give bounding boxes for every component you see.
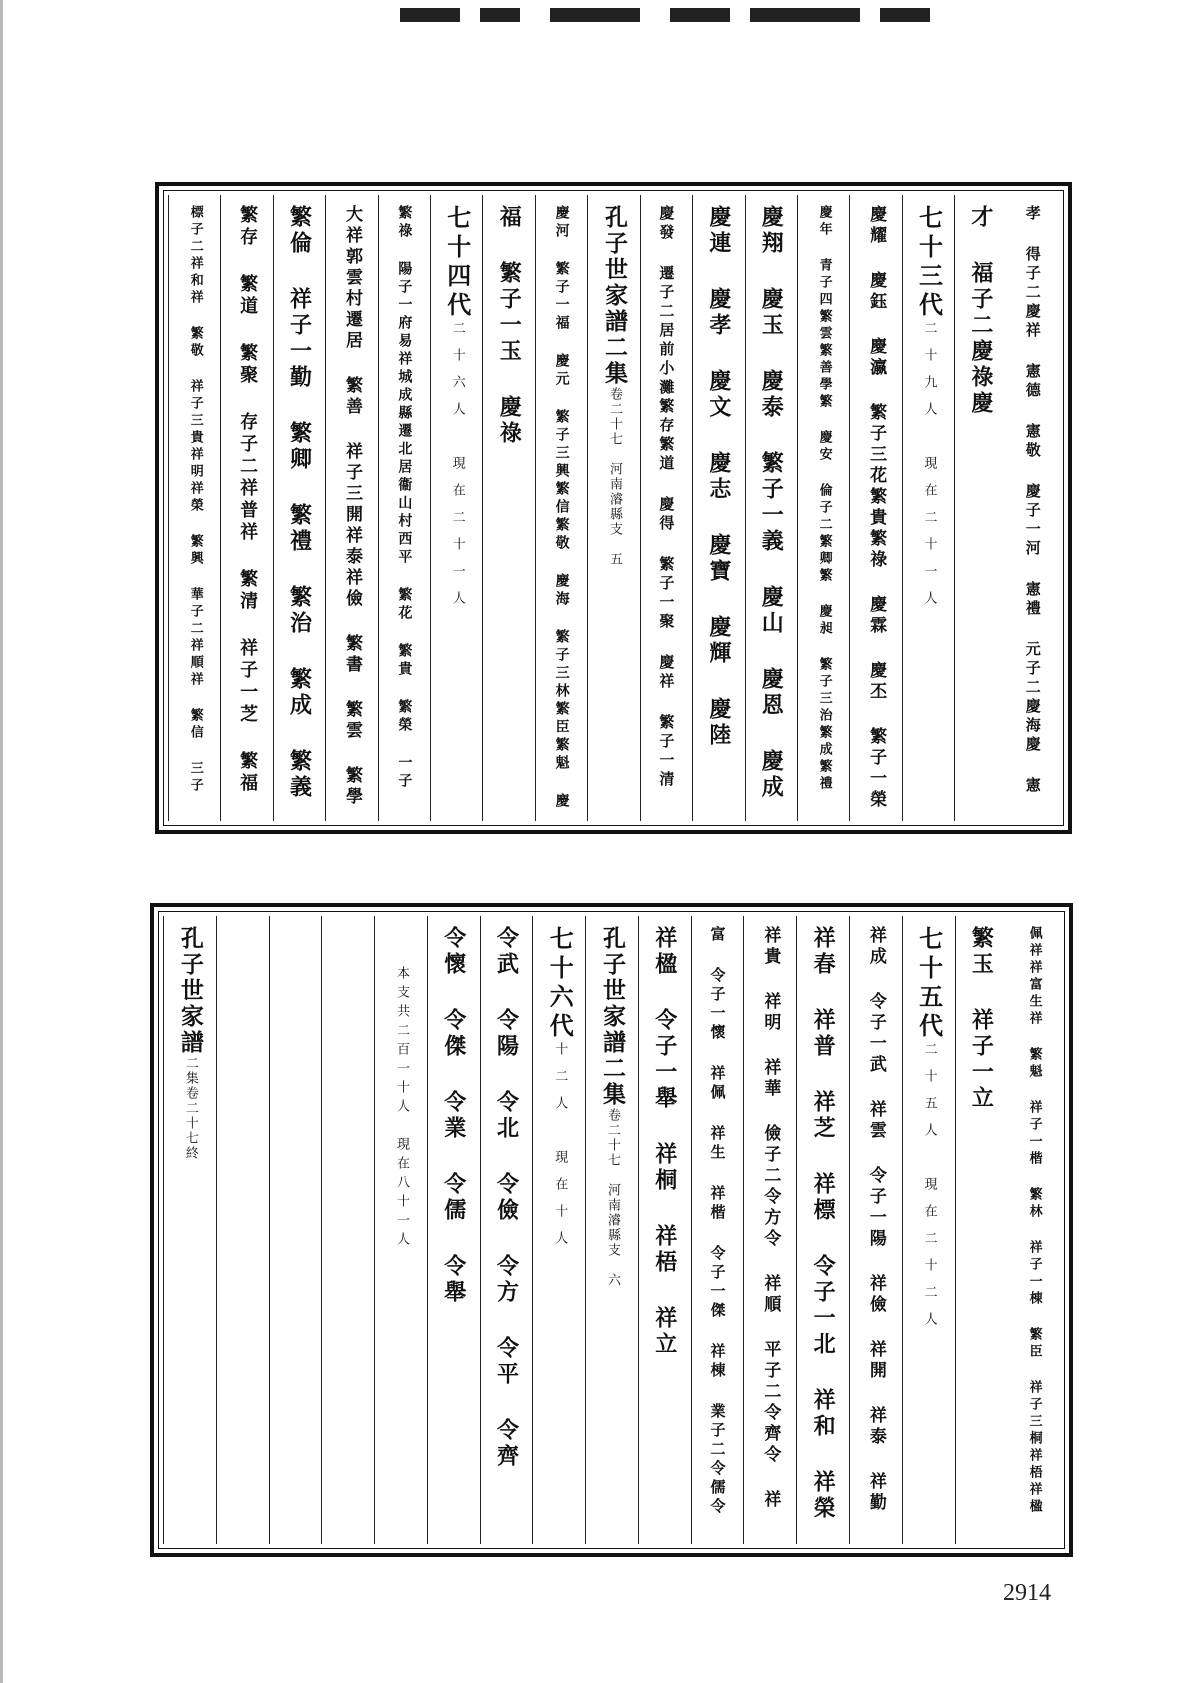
column-t14 bbox=[325, 195, 377, 821]
genealogy-entry: 祥成 令子一武 祥雲 令子一陽 祥儉 祥開 祥泰 祥勤 bbox=[865, 926, 886, 1514]
collection-label: 二集 bbox=[599, 1056, 627, 1108]
genealogy-entry: 佩祥祥富生祥 繁魁 祥子一楷 繁林 祥子一棟 繁臣 祥子三桐祥梧祥楹 bbox=[1026, 926, 1042, 1516]
top-scrap-marks bbox=[400, 8, 940, 22]
column-b13 bbox=[374, 916, 427, 1544]
generation-label: 七十四代 bbox=[442, 205, 472, 321]
column-t12 bbox=[430, 195, 482, 821]
column-t13 bbox=[378, 195, 430, 821]
book-title-column bbox=[601, 205, 627, 567]
page-number: 2914 bbox=[1003, 1580, 1051, 1606]
column-t3 bbox=[902, 195, 954, 821]
generation-heading bbox=[545, 926, 575, 1258]
closing-title bbox=[177, 926, 203, 1161]
column-t2 bbox=[954, 195, 1006, 821]
generation-heading bbox=[916, 926, 942, 1339]
bottom-page bbox=[150, 903, 1073, 1557]
column-t8 bbox=[640, 195, 692, 821]
generation-count: 十二人 現在十人 bbox=[552, 1042, 568, 1258]
genealogy-entry: 富 令子一懷 祥佩 祥生 祥楷 令子一傑 祥棟 業子二令儒令 bbox=[708, 926, 727, 1517]
column-b14 bbox=[321, 916, 374, 1544]
column-t4 bbox=[849, 195, 901, 821]
genealogy-entry: 慶耀 慶鈺 慶瀛 繁子三花繁貴繁祿 慶霖 慶丕 繁子一榮 bbox=[866, 205, 887, 811]
book-title: 孔子世家譜 bbox=[601, 205, 629, 335]
column-b9 bbox=[585, 916, 638, 1544]
genealogy-entry: 慶年 青子四繁雲繁善學繁 慶安 倫子二繁卿繁 慶昶 繁子三治繁成繁禮 bbox=[816, 205, 832, 793]
volume-label: 卷二十七 河南濬縣支 五 bbox=[607, 387, 623, 567]
genealogy-entry: 標子二祥和祥 繁敬 祥子三貴祥明祥榮 繁興 華子二祥順祥 繁信 三子 bbox=[187, 205, 203, 795]
column-t10 bbox=[535, 195, 587, 821]
column-b11 bbox=[480, 916, 533, 1544]
column-t7 bbox=[692, 195, 744, 821]
column-b2 bbox=[955, 916, 1008, 1544]
generation-count: 二十五人 現在二十二人 bbox=[921, 1042, 937, 1339]
genealogy-entry: 大祥郭雲村遷居 繁善 祥子三開祥泰祥儉 繁書 繁雲 繁學 bbox=[341, 205, 362, 808]
summary-text: 本支共二百一十人 現在八十一人 bbox=[393, 966, 409, 1251]
column-b6 bbox=[743, 916, 796, 1544]
genealogy-entry: 慶河 繁子一福 慶元 繁子三興繁信繁敬 慶海 繁子三林繁臣繁魁 慶 bbox=[553, 205, 570, 811]
column-b15 bbox=[269, 916, 322, 1544]
generation-label: 七十五代 bbox=[914, 926, 944, 1042]
column-b12 bbox=[427, 916, 480, 1544]
genealogy-entry: 令武 令陽 令北 令儉 令方 令平 令齊 bbox=[493, 926, 520, 1470]
scan-edge bbox=[0, 0, 3, 1683]
book-title: 孔子世家譜 bbox=[599, 926, 627, 1056]
column-b4 bbox=[849, 916, 902, 1544]
column-b1 bbox=[1007, 916, 1060, 1544]
volume-label: 卷二十七 河南濬縣支 六 bbox=[605, 1108, 621, 1288]
column-t1 bbox=[1007, 195, 1059, 821]
genealogy-entry: 孝 得子二慶祥 憲德 憲敬 慶子一河 憲禮 元子二慶海慶 憲 bbox=[1023, 205, 1042, 796]
generation-heading bbox=[914, 205, 944, 618]
genealogy-entry: 繁祿 陽子一府易祥城成縣遷北居衞山村西平 繁花 繁貴 繁榮 一子 bbox=[396, 205, 413, 791]
collection-label: 二集 bbox=[601, 335, 629, 387]
genealogy-entry: 祥貴 祥明 祥華 儉子二令方令 祥順 平子二令齊令 祥 bbox=[760, 926, 781, 1511]
genealogy-entry: 慶發 遷子二居前小灘繁存繁道 慶得 繁子一聚 慶祥 繁子一清 bbox=[657, 205, 676, 790]
book-title: 孔子世家譜 bbox=[176, 926, 204, 1056]
generation-count: 二十六人 現在二十一人 bbox=[449, 321, 465, 618]
column-b7 bbox=[691, 916, 744, 1544]
top-page bbox=[155, 182, 1072, 834]
genealogy-entry: 才 福子二慶祿慶 bbox=[967, 205, 994, 417]
genealogy-entry: 繁存 繁道 繁聚 存子二祥普祥 繁清 祥子一芝 繁福 bbox=[237, 205, 259, 795]
volume-end-label: 二集卷二十七終 bbox=[182, 1056, 198, 1161]
column-b8 bbox=[638, 916, 691, 1544]
genealogy-entry: 繁倫 祥子一勤 繁卿 繁禮 繁治 繁成 繁義 bbox=[286, 205, 313, 801]
column-b10 bbox=[532, 916, 585, 1544]
genealogy-entry: 福 繁子一玉 慶祿 bbox=[496, 205, 523, 447]
book-title-column bbox=[599, 926, 625, 1288]
column-t5 bbox=[797, 195, 849, 821]
column-b16 bbox=[216, 916, 269, 1544]
column-t6 bbox=[745, 195, 797, 821]
column-t17 bbox=[168, 195, 220, 821]
column-t9 bbox=[587, 195, 639, 821]
generation-count: 二十九人 現在二十一人 bbox=[921, 321, 937, 618]
column-b3 bbox=[902, 916, 955, 1544]
column-t15 bbox=[273, 195, 325, 821]
generation-label: 七十三代 bbox=[914, 205, 944, 321]
generation-label: 七十六代 bbox=[545, 926, 575, 1042]
genealogy-entry: 祥楹 令子一舉 祥桐 祥梧 祥立 bbox=[651, 926, 678, 1358]
genealogy-entry: 慶連 慶孝 慶文 慶志 慶寶 慶輝 慶陸 bbox=[705, 205, 732, 749]
column-b17 bbox=[163, 916, 216, 1544]
column-b5 bbox=[796, 916, 849, 1544]
genealogy-entry: 令懷 令傑 令業 令儒 令舉 bbox=[440, 926, 467, 1306]
genealogy-entry: 慶翔 慶玉 慶泰 繁子一義 慶山 慶恩 慶成 bbox=[758, 205, 785, 801]
genealogy-entry: 繁玉 祥子一立 bbox=[968, 926, 995, 1112]
column-t11 bbox=[482, 195, 534, 821]
generation-heading bbox=[444, 205, 470, 618]
column-t16 bbox=[220, 195, 272, 821]
genealogy-entry: 祥春 祥普 祥芝 祥標 令子一北 祥和 祥榮 bbox=[810, 926, 837, 1522]
